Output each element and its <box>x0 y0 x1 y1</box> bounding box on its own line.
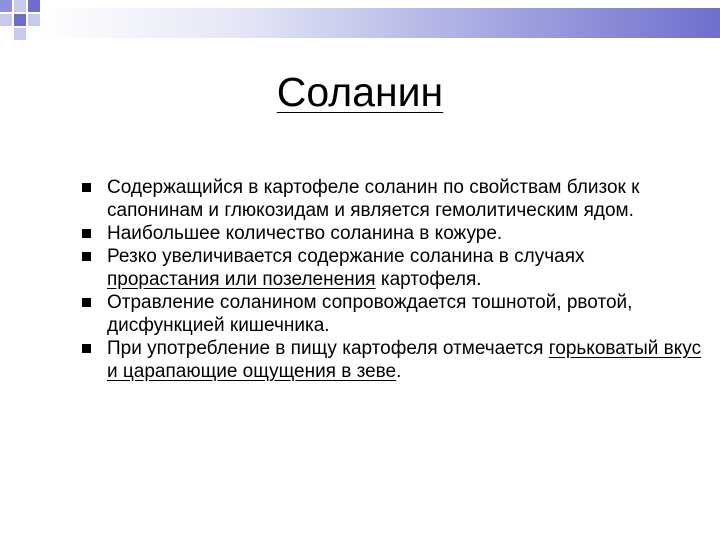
bullet-square-icon <box>82 298 91 307</box>
bullet-square-icon <box>82 183 91 192</box>
bullet-item <box>82 291 702 337</box>
bullet-text: . <box>396 361 402 382</box>
bullet-item <box>82 337 702 383</box>
header-gradient-band <box>40 8 720 38</box>
bullet-text: картофеля. <box>375 269 482 290</box>
bullet-text: Содержащийся в картофеле соланин по свойствам близок к сапонинам и глюкозидам и является гемолитическим ядом. <box>107 177 640 221</box>
bullet-underlined-text: прорастания или позеленения <box>107 269 376 290</box>
bullet-square-icon <box>82 344 91 353</box>
bullet-item <box>82 222 702 245</box>
slide-title <box>0 66 720 118</box>
bullet-text: Отравление соланином сопровождается тошнотой, рвотой, дисфункцией кишечника. <box>107 292 633 336</box>
bullet-square-icon <box>82 229 91 238</box>
bullet-square-icon <box>82 252 91 261</box>
bullet-text: При употребление в пищу картофеля отмечается <box>107 338 549 359</box>
bullet-list <box>82 176 702 383</box>
corner-squares-decoration <box>0 0 60 48</box>
bullet-item <box>82 176 702 222</box>
bullet-underlined-text: горьковатый вкус и царапающие ощущения в зеве <box>107 338 702 382</box>
bullet-item <box>82 245 702 291</box>
bullet-text: Резко увеличивается содержание соланина в случаях <box>107 246 585 267</box>
slide-title-text: Соланин <box>276 69 444 115</box>
bullet-text: Наибольшее количество соланина в кожуре. <box>107 223 503 244</box>
